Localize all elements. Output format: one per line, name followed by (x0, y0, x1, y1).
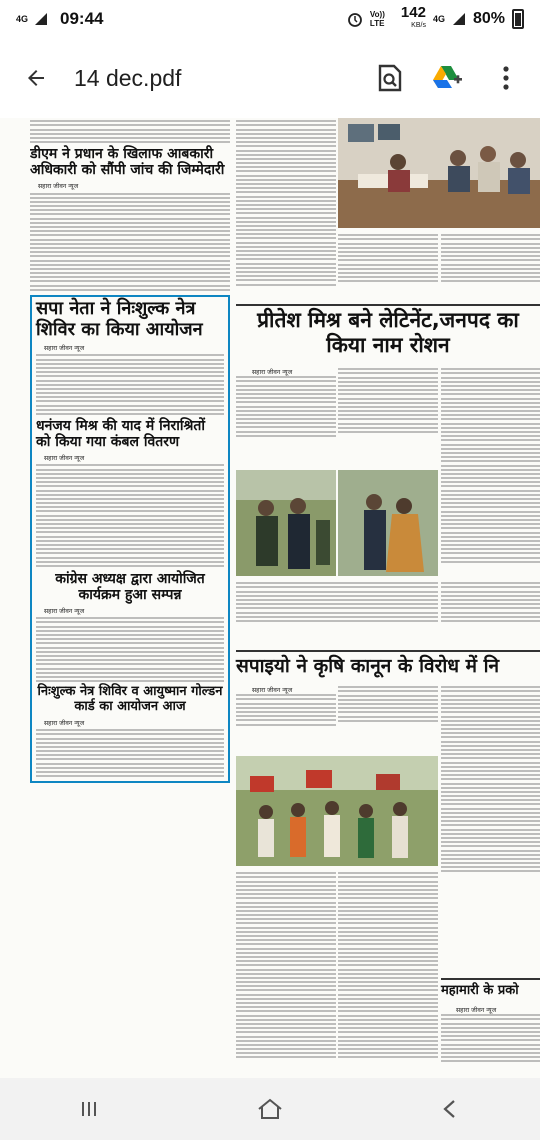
app-actions (370, 58, 526, 98)
main-headline: प्रीतेश मिश्र बने लेटिनेंट,जनपद का किया नाम रोशन (257, 308, 519, 357)
more-vert-icon (502, 65, 510, 91)
back-button[interactable] (14, 56, 58, 100)
search-in-document-icon (377, 64, 403, 92)
search-in-document-button[interactable] (370, 58, 410, 98)
text-block (441, 686, 540, 872)
story-byline: सहारा जीवन न्यूज (44, 455, 85, 463)
text-block (36, 617, 224, 682)
home-icon (256, 1097, 284, 1121)
farm-law-headline: सपाइयो ने कृषि कानून के विरोध में नि (236, 655, 500, 677)
recents-button[interactable] (60, 1089, 120, 1129)
protest-photo (236, 756, 438, 866)
text-block (338, 686, 438, 722)
text-block (236, 582, 438, 622)
status-time: 09:44 (60, 9, 104, 28)
nav-back-button[interactable] (420, 1089, 480, 1129)
document-title: 14 dec.pdf (74, 64, 182, 91)
story-byline: सहारा जीवन न्यूज (44, 345, 85, 353)
lieutenant-photo-1 (236, 470, 336, 576)
story-byline: सहारा जीवन न्यूज (252, 369, 293, 376)
story-headline: डीएम ने प्रधान के खिलाफ आबकारी अधिकारी को सौंपी जांच की जिम्मेदारी (30, 146, 225, 179)
story-byline: सहारा जीवन न्यूज (44, 719, 85, 727)
back-chevron-icon (439, 1098, 461, 1120)
battery-percent: 80% (472, 10, 505, 27)
more-options-button[interactable] (486, 58, 526, 98)
text-block (236, 694, 336, 725)
story-headline: धनंजय मिश्र की याद में निराश्रितों को किया गया कंबल वितरण (36, 418, 205, 451)
story-box (30, 295, 230, 784)
story-headline: निःशुल्क नेत्र शिविर व आयुष्मान गोल्डन कार्ड का आयोजन आज (37, 684, 223, 714)
text-block (236, 120, 336, 285)
signal-icon (34, 12, 48, 26)
status-bar (0, 0, 540, 38)
farm-story-column-2 (338, 684, 438, 752)
arrow-back-icon (24, 66, 48, 90)
text-block (236, 376, 336, 437)
add-to-drive-icon (432, 64, 464, 92)
farm-story-column-1 (236, 692, 336, 752)
story-byline: सहारा जीवन न्यूज (456, 1007, 497, 1014)
text-block (36, 729, 224, 777)
farm-story-column-4 (236, 870, 336, 1078)
text-block (236, 872, 336, 1058)
text-block (338, 368, 438, 433)
main-story-column-3 (441, 366, 540, 576)
divider (236, 650, 540, 652)
alarm-icon (347, 11, 363, 27)
meeting-photo (338, 118, 540, 228)
divider (236, 304, 540, 306)
farm-story-column-5 (338, 870, 438, 1078)
lieutenant-photo-2-image (338, 470, 438, 576)
volte-label: Vo)) LTE (369, 10, 385, 28)
story-byline: सहारा जीवन न्यूज (38, 183, 79, 191)
right-headline: महामारी के प्रको (441, 983, 519, 998)
story-byline: सहारा जीवन न्यूज (44, 608, 85, 616)
status-right (347, 6, 524, 32)
text-block (30, 193, 230, 291)
story-headline: सपा नेता ने निःशुल्क नेत्र शिविर का किया आयोजन (36, 297, 203, 340)
text-block (36, 354, 224, 415)
column-left (30, 118, 230, 1078)
photo-caption-columns (236, 580, 438, 650)
main-story-column-4 (441, 580, 540, 650)
network-speed (401, 6, 426, 32)
system-navigation-bar (0, 1078, 540, 1140)
recents-icon (79, 1098, 101, 1120)
text-block (441, 368, 540, 563)
meeting-photo-image (338, 118, 540, 228)
speed-unit: KB/s (411, 22, 426, 29)
text-block (441, 234, 540, 282)
right-story-column (441, 1012, 540, 1078)
network-type-left: 4G (16, 13, 29, 24)
text-block (441, 582, 540, 622)
text-block (338, 234, 438, 282)
text-block (441, 1014, 540, 1062)
story-headline: कांग्रेस अध्यक्ष द्वारा आयोजित कार्यक्रम हुआ सम्पन्न (55, 570, 205, 603)
column-upper-1 (236, 118, 336, 298)
app-bar (0, 38, 540, 118)
column-upper-3 (441, 232, 540, 302)
network-type-right: 4G (432, 13, 445, 24)
story-byline: सहारा जीवन न्यूज (252, 687, 293, 694)
battery-icon (512, 9, 524, 29)
lieutenant-photo-1-image (236, 470, 336, 576)
lieutenant-photo-2 (338, 470, 438, 576)
speed-value: 142 (400, 4, 426, 21)
main-story-column-2 (338, 366, 438, 464)
status-left (16, 9, 104, 29)
divider (441, 978, 540, 980)
text-block (338, 872, 438, 1058)
main-story-column-1 (236, 374, 336, 464)
add-to-drive-button[interactable] (428, 58, 468, 98)
signal-icon (452, 12, 466, 26)
text-block (30, 120, 230, 143)
protest-photo-image (236, 756, 438, 866)
pdf-page[interactable] (0, 118, 540, 1078)
farm-story-column-3 (441, 684, 540, 974)
column-upper-2 (338, 232, 438, 302)
home-button[interactable] (240, 1089, 300, 1129)
text-block (36, 464, 224, 567)
